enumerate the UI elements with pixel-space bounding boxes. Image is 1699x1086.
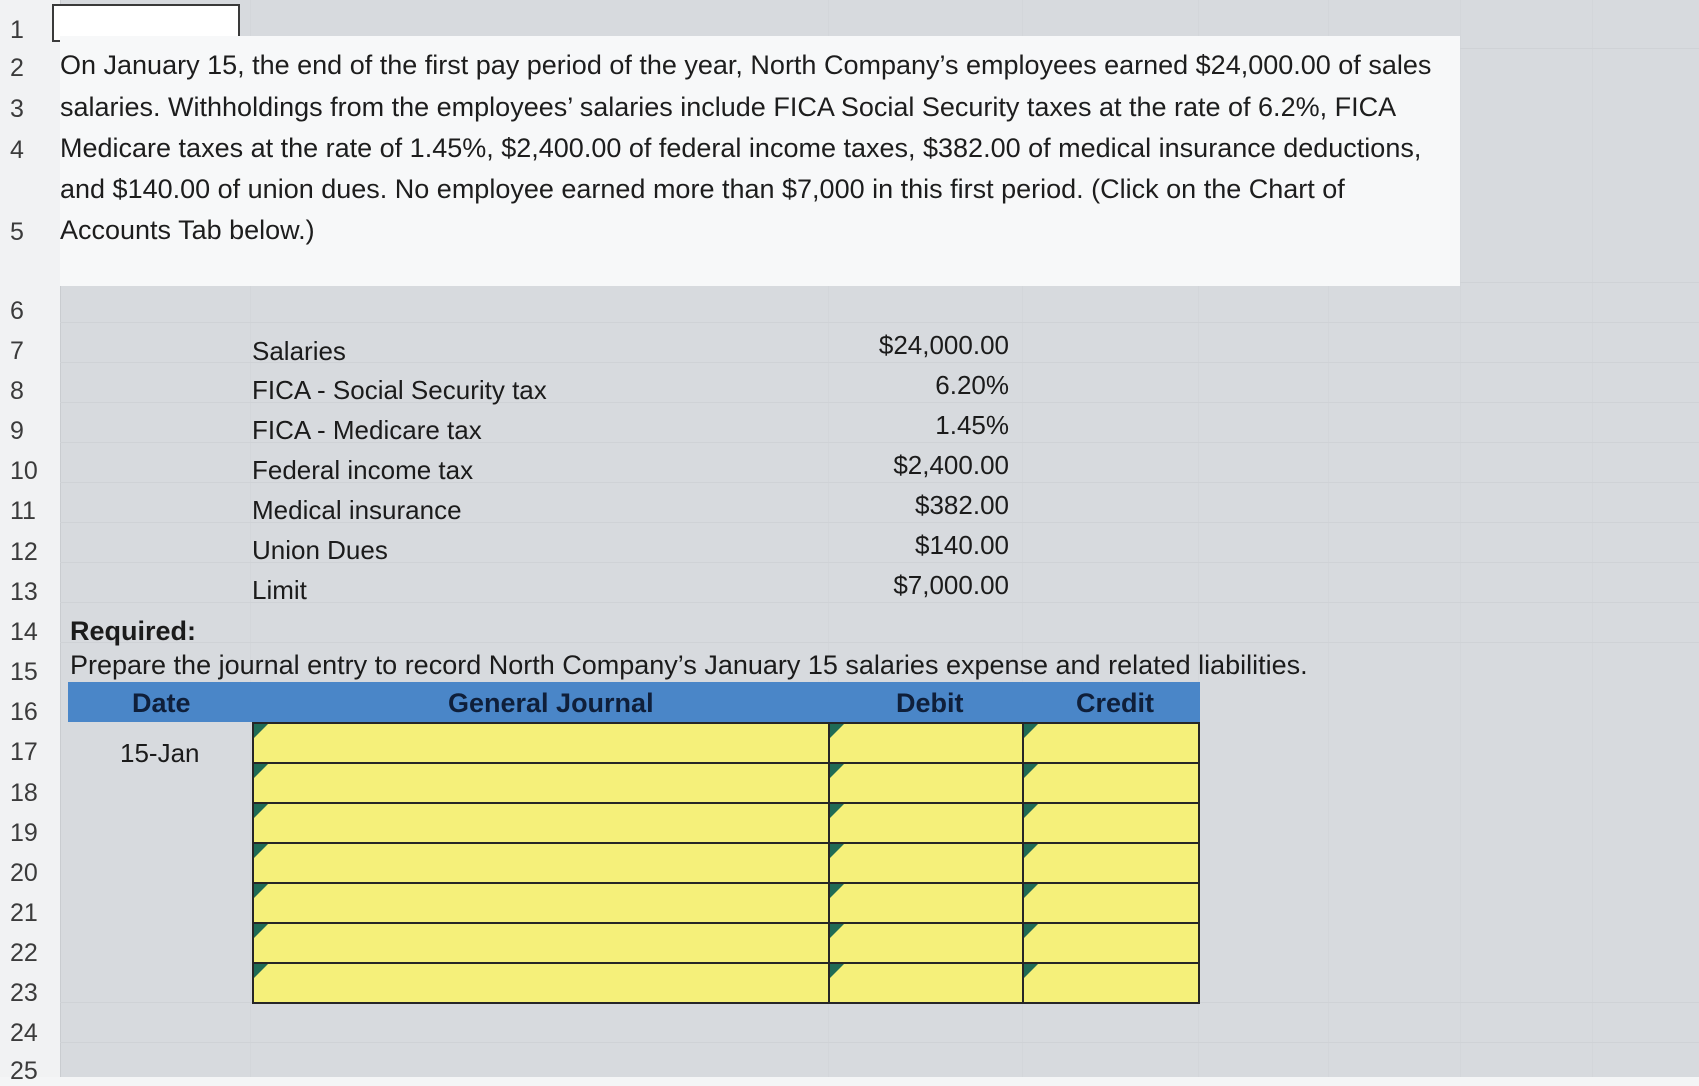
row-number[interactable]: 12	[10, 538, 38, 566]
row-number[interactable]: 6	[10, 297, 24, 325]
data-label-union-dues[interactable]: Union Dues	[252, 535, 388, 565]
problem-text-line: On January 15, the end of the first pay period of the year, North Company’s employees earned $24,000.00 of sales	[60, 50, 1432, 80]
row-number[interactable]: 1	[10, 16, 24, 44]
row-number[interactable]: 4	[10, 136, 24, 164]
row-number[interactable]: 18	[10, 779, 38, 807]
row-number[interactable]: 7	[10, 337, 24, 365]
row-number[interactable]: 5	[10, 218, 24, 246]
journal-account-input[interactable]	[252, 762, 830, 804]
row-number[interactable]: 3	[10, 95, 24, 123]
data-value-fica-ss[interactable]: 6.20%	[935, 370, 1009, 400]
data-label-salaries[interactable]: Salaries	[252, 336, 346, 366]
journal-credit-input[interactable]	[1022, 842, 1200, 884]
row-number[interactable]: 17	[10, 738, 38, 766]
journal-credit-input[interactable]	[1022, 922, 1200, 964]
row-gridline	[60, 1042, 1699, 1043]
data-value-union-dues[interactable]: $140.00	[915, 530, 1009, 560]
journal-debit-input[interactable]	[828, 882, 1024, 924]
problem-text-line: salaries. Withholdings from the employees’ salaries include FICA Social Security taxes at the rate of 6.2%, FICA	[60, 92, 1397, 122]
row-header-column	[0, 0, 61, 1085]
journal-account-input[interactable]	[252, 842, 830, 884]
journal-debit-input[interactable]	[828, 962, 1024, 1004]
journal-header-credit: Credit	[1076, 688, 1155, 718]
data-label-fica-medicare[interactable]: FICA - Medicare tax	[252, 415, 482, 445]
row-number[interactable]: 22	[10, 939, 38, 967]
journal-credit-input[interactable]	[1022, 722, 1200, 764]
journal-account-input[interactable]	[252, 722, 830, 764]
journal-account-input[interactable]	[252, 802, 830, 844]
journal-debit-input[interactable]	[828, 762, 1024, 804]
row-number[interactable]: 19	[10, 819, 38, 847]
journal-header-debit: Debit	[896, 688, 964, 718]
journal-account-input[interactable]	[252, 922, 830, 964]
row-number[interactable]: 10	[10, 457, 38, 485]
journal-account-input[interactable]	[252, 882, 830, 924]
row-gridline	[60, 322, 1699, 323]
row-number[interactable]: 9	[10, 417, 24, 445]
problem-text-line: and $140.00 of union dues. No employee earned more than $7,000 in this first period. (Click on the Chart of	[60, 174, 1345, 204]
journal-date-cell[interactable]: 15-Jan	[120, 738, 200, 768]
row-number[interactable]: 21	[10, 899, 38, 927]
data-value-medical-insurance[interactable]: $382.00	[915, 490, 1009, 520]
row-number[interactable]: 23	[10, 979, 38, 1007]
journal-credit-input[interactable]	[1022, 762, 1200, 804]
row-number[interactable]: 15	[10, 658, 38, 686]
row-gridline	[60, 642, 1699, 643]
data-value-federal-tax[interactable]: $2,400.00	[893, 450, 1009, 480]
journal-credit-input[interactable]	[1022, 962, 1200, 1004]
journal-debit-input[interactable]	[828, 922, 1024, 964]
row-number[interactable]: 14	[10, 618, 38, 646]
row-number[interactable]: 24	[10, 1019, 38, 1047]
row-number[interactable]: 2	[10, 54, 24, 82]
row-number[interactable]: 16	[10, 698, 38, 726]
row-number[interactable]: 20	[10, 859, 38, 887]
data-label-medical-insurance[interactable]: Medical insurance	[252, 495, 462, 525]
required-heading: Required:	[70, 616, 197, 646]
journal-account-input[interactable]	[252, 962, 830, 1004]
journal-debit-input[interactable]	[828, 802, 1024, 844]
data-value-limit[interactable]: $7,000.00	[893, 570, 1009, 600]
column-gridline	[1460, 0, 1461, 1077]
journal-credit-input[interactable]	[1022, 802, 1200, 844]
row-number[interactable]: 13	[10, 578, 38, 606]
journal-debit-input[interactable]	[828, 842, 1024, 884]
row-number[interactable]: 25	[10, 1057, 38, 1085]
journal-header-date: Date	[132, 688, 191, 718]
column-gridline	[1592, 0, 1593, 1077]
data-value-salaries[interactable]: $24,000.00	[878, 330, 1009, 360]
row-number[interactable]: 11	[10, 497, 36, 525]
journal-credit-input[interactable]	[1022, 882, 1200, 924]
data-label-federal-tax[interactable]: Federal income tax	[252, 455, 474, 485]
data-label-limit[interactable]: Limit	[252, 575, 307, 605]
problem-text-line: Accounts Tab below.)	[60, 215, 315, 245]
instruction-text: Prepare the journal entry to record North Company’s January 15 salaries expense and related liabilities.	[70, 650, 1308, 680]
journal-header-general-journal: General Journal	[448, 688, 654, 718]
data-label-fica-ss[interactable]: FICA - Social Security tax	[252, 375, 547, 405]
row-number[interactable]: 8	[10, 377, 24, 405]
problem-text-line: Medicare taxes at the rate of 1.45%, $2,400.00 of federal income taxes, $382.00 of medical insurance deductions,	[60, 133, 1422, 163]
data-value-fica-medicare[interactable]: 1.45%	[935, 410, 1009, 440]
journal-debit-input[interactable]	[828, 722, 1024, 764]
